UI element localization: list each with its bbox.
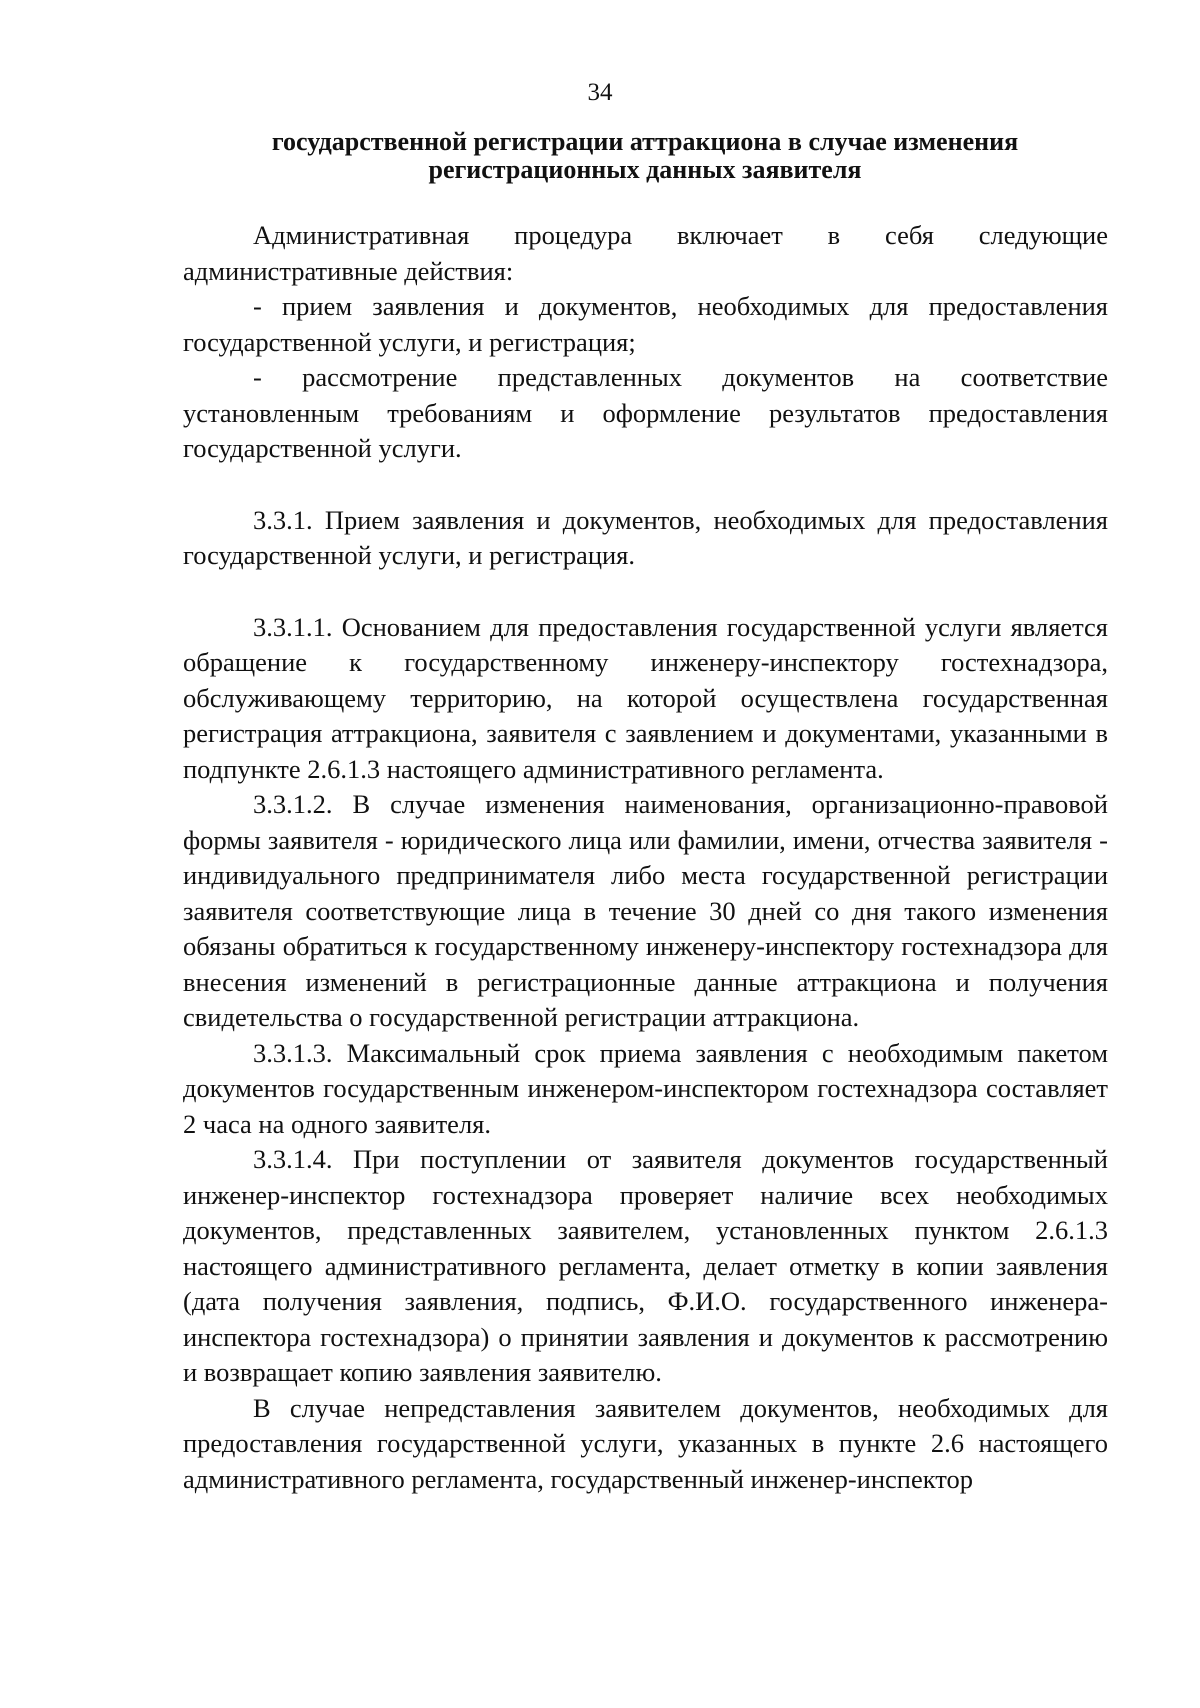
paragraph-list-item-1: - прием заявления и документов, необходимых для предоставления государственной услуги, и регистрация; [183,291,1108,357]
paragraph-list-item-2: - рассмотрение представленных документов на соответствие установленным требованиям и оформление результатов предоставления государственной услуги. [183,362,1108,463]
paragraph-3-3-1-2: 3.3.1.2. В случае изменения наименования, организационно-правовой формы заявителя - юридического лица или фамилии, имени, отчества заявителя - индивидуального предпринимателя либо места государственной регистрации заявителя соответствующие лица в течение 30 дней со дня такого изменения обязаны обратиться к государственному инженеру-инспектору гостехнадзора для внесения изменений в регистрационные данные аттракциона и получения свидетельства о государственной регистрации аттракциона. [183,789,1108,1032]
paragraph-intro: Административная процедура включает в себя следующие административные действия: [183,220,1108,286]
paragraph-3-3-1-3: 3.3.1.3. Максимальный срок приема заявления с необходимым пакетом документов государственным инженером-инспектором гостехнадзора составляет 2 часа на одного заявителя. [183,1037,1108,1139]
page-number: 34 [587,79,613,106]
paragraph-3-3-1-4: 3.3.1.4. При поступлении от заявителя документов государственный инженер-инспектор гостехнадзора проверяет наличие всех необходимых документов, представленных заявителем, установленных пунктом 2.6.1.3 настоящего административного регламента, делает отметку в копии заявления (дата получения заявления, подпись, Ф.И.О. государственного инженера-инспектора гостехнадзора) о принятии заявления и документов к рассмотрению и возвращает копию заявления заявителю. [183,1144,1108,1387]
paragraph-non-submission: В случае непредставления заявителем документов, необходимых для предоставления государственной услуги, указанных в пункте 2.6 настоящего административного регламента, государственный инженер-инспектор [183,1392,1108,1494]
section-heading-line-1: государственной регистрации аттракциона в случае изменения [271,127,1019,156]
section-heading-line-2: регистрационных данных заявителя [428,155,862,184]
paragraph-3-3-1: 3.3.1. Прием заявления и документов, необходимых для предоставления государственной услуги, и регистрация. [183,504,1108,570]
document-body [183,218,1108,1497]
paragraph-3-3-1-1: 3.3.1.1. Основанием для предоставления государственной услуги является обращение к государственному инженеру-инспектору гостехнадзора, обслуживающему территорию, на которой осуществлена государственная регистрация аттракциона, заявителя с заявлением и документами, указанными в подпункте 2.6.1.3 настоящего административного регламента. [183,611,1108,784]
section-heading [200,128,1090,184]
